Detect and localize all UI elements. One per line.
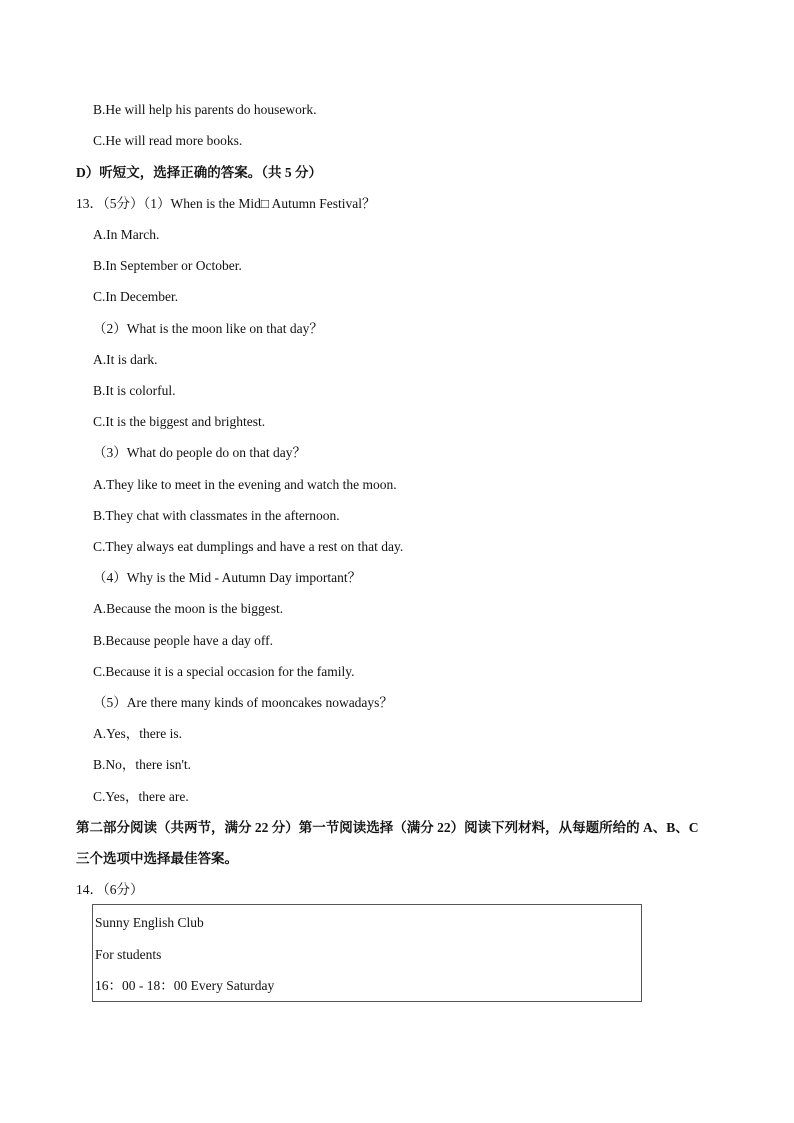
option-text: B.No，there isn't. <box>93 757 192 772</box>
part-heading-continued: 三个选项中选择最佳答案。 <box>76 851 238 866</box>
sub-question-label: （2）What is the moon like on that day？ <box>93 321 323 336</box>
option-text: B.It is colorful. <box>93 383 176 398</box>
option-text: A.It is dark. <box>93 352 158 367</box>
question-13 <box>76 195 376 213</box>
option-text: A.In March. <box>93 227 160 242</box>
option-text: C.In December. <box>93 289 179 304</box>
option-text: A.They like to meet in the evening and watch the moon. <box>93 477 397 492</box>
option-text: B.In September or October. <box>93 258 242 273</box>
question-14-number: 14．（6分） <box>76 882 144 897</box>
notice-title: Sunny English Club <box>95 915 204 930</box>
sub-question-label: （5）Are there many kinds of mooncakes nowadays？ <box>93 695 393 710</box>
option-text: C.Because it is a special occasion for the family. <box>93 664 355 679</box>
part-heading: 第二部分阅读（共两节，满分 22 分）第一节阅读选择（满分 22）阅读下列材料，从每题所给的 A、B、C <box>76 820 699 835</box>
option-text: B.He will help his parents do housework. <box>93 102 317 117</box>
option-text: C.Yes，there are. <box>93 789 189 804</box>
option-text: B.They chat with classmates in the afternoon. <box>93 508 340 523</box>
notice-audience: For students <box>95 947 162 962</box>
notice-time: 16：00 - 18：00 Every Saturday <box>95 978 275 993</box>
sub-question-label: （3）What do people do on that day？ <box>93 445 306 460</box>
option-text: C.It is the biggest and brightest. <box>93 414 266 429</box>
option-text: C.He will read more books. <box>93 133 243 148</box>
question-number: 13．（5分） <box>76 196 144 211</box>
sub-question-label: （4）Why is the Mid - Autumn Day important？ <box>93 570 362 585</box>
sub-question-label: （1）When is the Mid□ Autumn Festival？ <box>143 196 376 211</box>
notice-box <box>92 904 642 1002</box>
option-text: A.Because the moon is the biggest. <box>93 601 284 616</box>
option-text: A.Yes，there is. <box>93 726 183 741</box>
option-text: B.Because people have a day off. <box>93 633 274 648</box>
option-text: C.They always eat dumplings and have a rest on that day. <box>93 539 404 554</box>
section-heading: D）听短文，选择正确的答案。（共 5 分） <box>76 165 322 180</box>
